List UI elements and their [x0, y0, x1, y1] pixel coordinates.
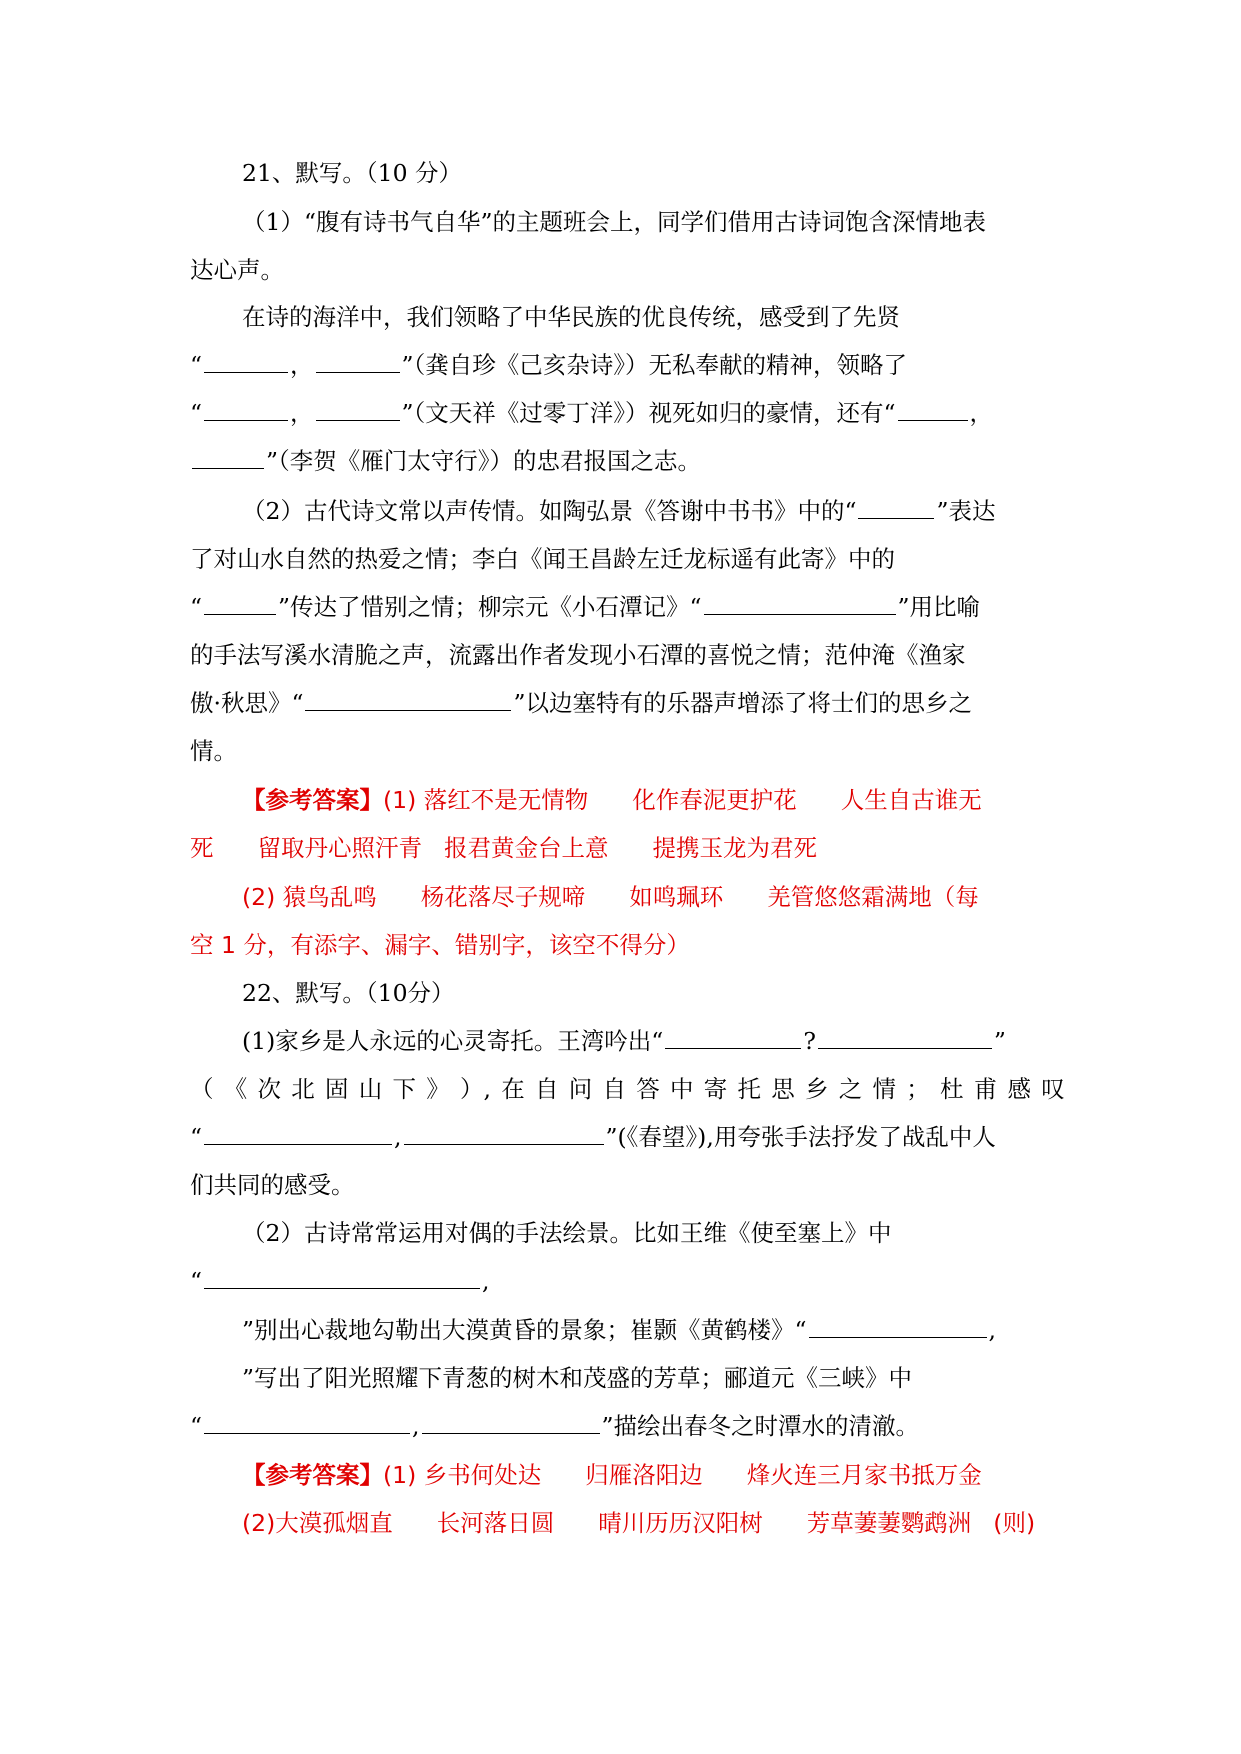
answer-blank — [204, 1124, 392, 1145]
q22-p2-line5: “ , ”描绘出春冬之时潭水的清澈。 — [190, 1412, 920, 1440]
q21-q2-line1: （2）古代诗文常以声传情。如陶弘景《答谢中书书》中的“ ”表达 — [242, 497, 996, 525]
q21-q2-line5: 傲·秋思》“ ”以边塞特有的乐器声增添了将士们的思乡之 — [190, 689, 972, 717]
q21-p2-line3: “ ， ”（文天祥《过零丁洋》）视死如归的豪情，还有“ ， — [190, 399, 994, 427]
q21-q2-line4: 的手法写溪水清脆之声，流露出作者发现小石潭的喜悦之情；范仲淹《渔家 — [190, 641, 966, 669]
answer-blank — [858, 498, 934, 519]
answer-blank — [204, 594, 276, 615]
q22-p1-line1: (1)家乡是人永远的心灵寄托。王湾吟出“ ? ” — [242, 1027, 1006, 1055]
answer-blank — [204, 400, 288, 421]
q22-p2-line4: ”写出了阳光照耀下青葱的树木和茂盛的芳草；郦道元《三峡》中 — [242, 1364, 913, 1392]
answer-blank — [305, 690, 511, 711]
answer-label: 【参考答案】 — [242, 1461, 383, 1489]
answer-blank — [192, 448, 264, 469]
answer-blank — [898, 400, 968, 421]
q21-answer-line3: (2) 猿鸟乱鸣 杨花落尽子规啼 如鸣珮环 羌管悠悠霜满地（每 — [242, 883, 979, 911]
q22-p2-line3: ”别出心裁地勾勒出大漠黄昏的景象；崔颢《黄鹤楼》“ , — [242, 1316, 997, 1344]
answer-blank — [704, 594, 896, 615]
q21-q2-line6: 情。 — [190, 737, 237, 765]
answer-blank — [204, 1413, 410, 1434]
q22-title: 22、默写。（10分） — [242, 979, 455, 1007]
answer-blank — [316, 352, 400, 373]
q22-answer-line2: (2)大漠孤烟直 长河落日圆 晴川历历汉阳树 芳草萋萋鹦鹉洲 (则) — [242, 1509, 1036, 1537]
answer-blank — [422, 1413, 600, 1434]
answer-blank — [809, 1317, 987, 1338]
q21-p1-line1: （1）“腹有诗书气自华”的主题班会上，同学们借用古诗词饱含深情地表 — [242, 208, 986, 236]
answer-blank — [818, 1028, 992, 1049]
q21-p2-line2: “ ， ”（龚自珍《己亥杂诗》）无私奉献的精神，领略了 — [190, 351, 908, 379]
q21-p2-line4: ”（李贺《雁门太守行》）的忠君报国之志。 — [190, 446, 1065, 476]
q21-answer-line1: 【参考答案】(1) 落红不是无情物 化作春泥更护花 人生自古谁无 — [242, 786, 982, 814]
q22-p1-line3: “ , ”(《春望》),用夸张手法抒发了战乱中人 — [190, 1123, 996, 1151]
q21-p1-line2: 达心声。 — [190, 256, 284, 284]
answer-blank — [204, 352, 288, 373]
q21-title: 21、默写。（10 分） — [242, 159, 463, 187]
answer-blank — [316, 400, 400, 421]
answer-label: 【参考答案】 — [242, 786, 383, 814]
q22-p1-line4: 们共同的感受。 — [190, 1171, 355, 1199]
q22-answer-line1: 【参考答案】(1) 乡书何处达 归雁洛阳边 烽火连三月家书抵万金 — [242, 1461, 982, 1489]
answer-blank — [404, 1124, 604, 1145]
q22-p2-line1: （2）古诗常常运用对偶的手法绘景。比如王维《使至塞上》中 — [242, 1219, 892, 1247]
q22-p2-line2: “ , — [190, 1267, 490, 1295]
q21-answer-line4: 空 1 分，有添字、漏字、错别字，该空不得分） — [190, 931, 690, 959]
answer-blank — [204, 1268, 480, 1289]
q22-p1-line2: （ 《 次 北 固 山 下 》 ）, 在 自 问 自 答 中 寄 托 思 乡 之 情 ； 杜 甫 感 叹 — [190, 1075, 1065, 1103]
q21-answer-line2: 死 留取丹心照汗青 报君黄金台上意 提携玉龙为君死 — [190, 834, 817, 862]
q21-p2-line1: 在诗的海洋中，我们领略了中华民族的优良传统，感受到了先贤 — [242, 303, 900, 331]
answer-blank — [665, 1028, 801, 1049]
q21-q2-line2: 了对山水自然的热爱之情；李白《闻王昌龄左迁龙标遥有此寄》中的 — [190, 545, 895, 573]
q21-q2-line3: “ ”传达了惜别之情；柳宗元《小石潭记》“ ”用比喻 — [190, 593, 981, 621]
